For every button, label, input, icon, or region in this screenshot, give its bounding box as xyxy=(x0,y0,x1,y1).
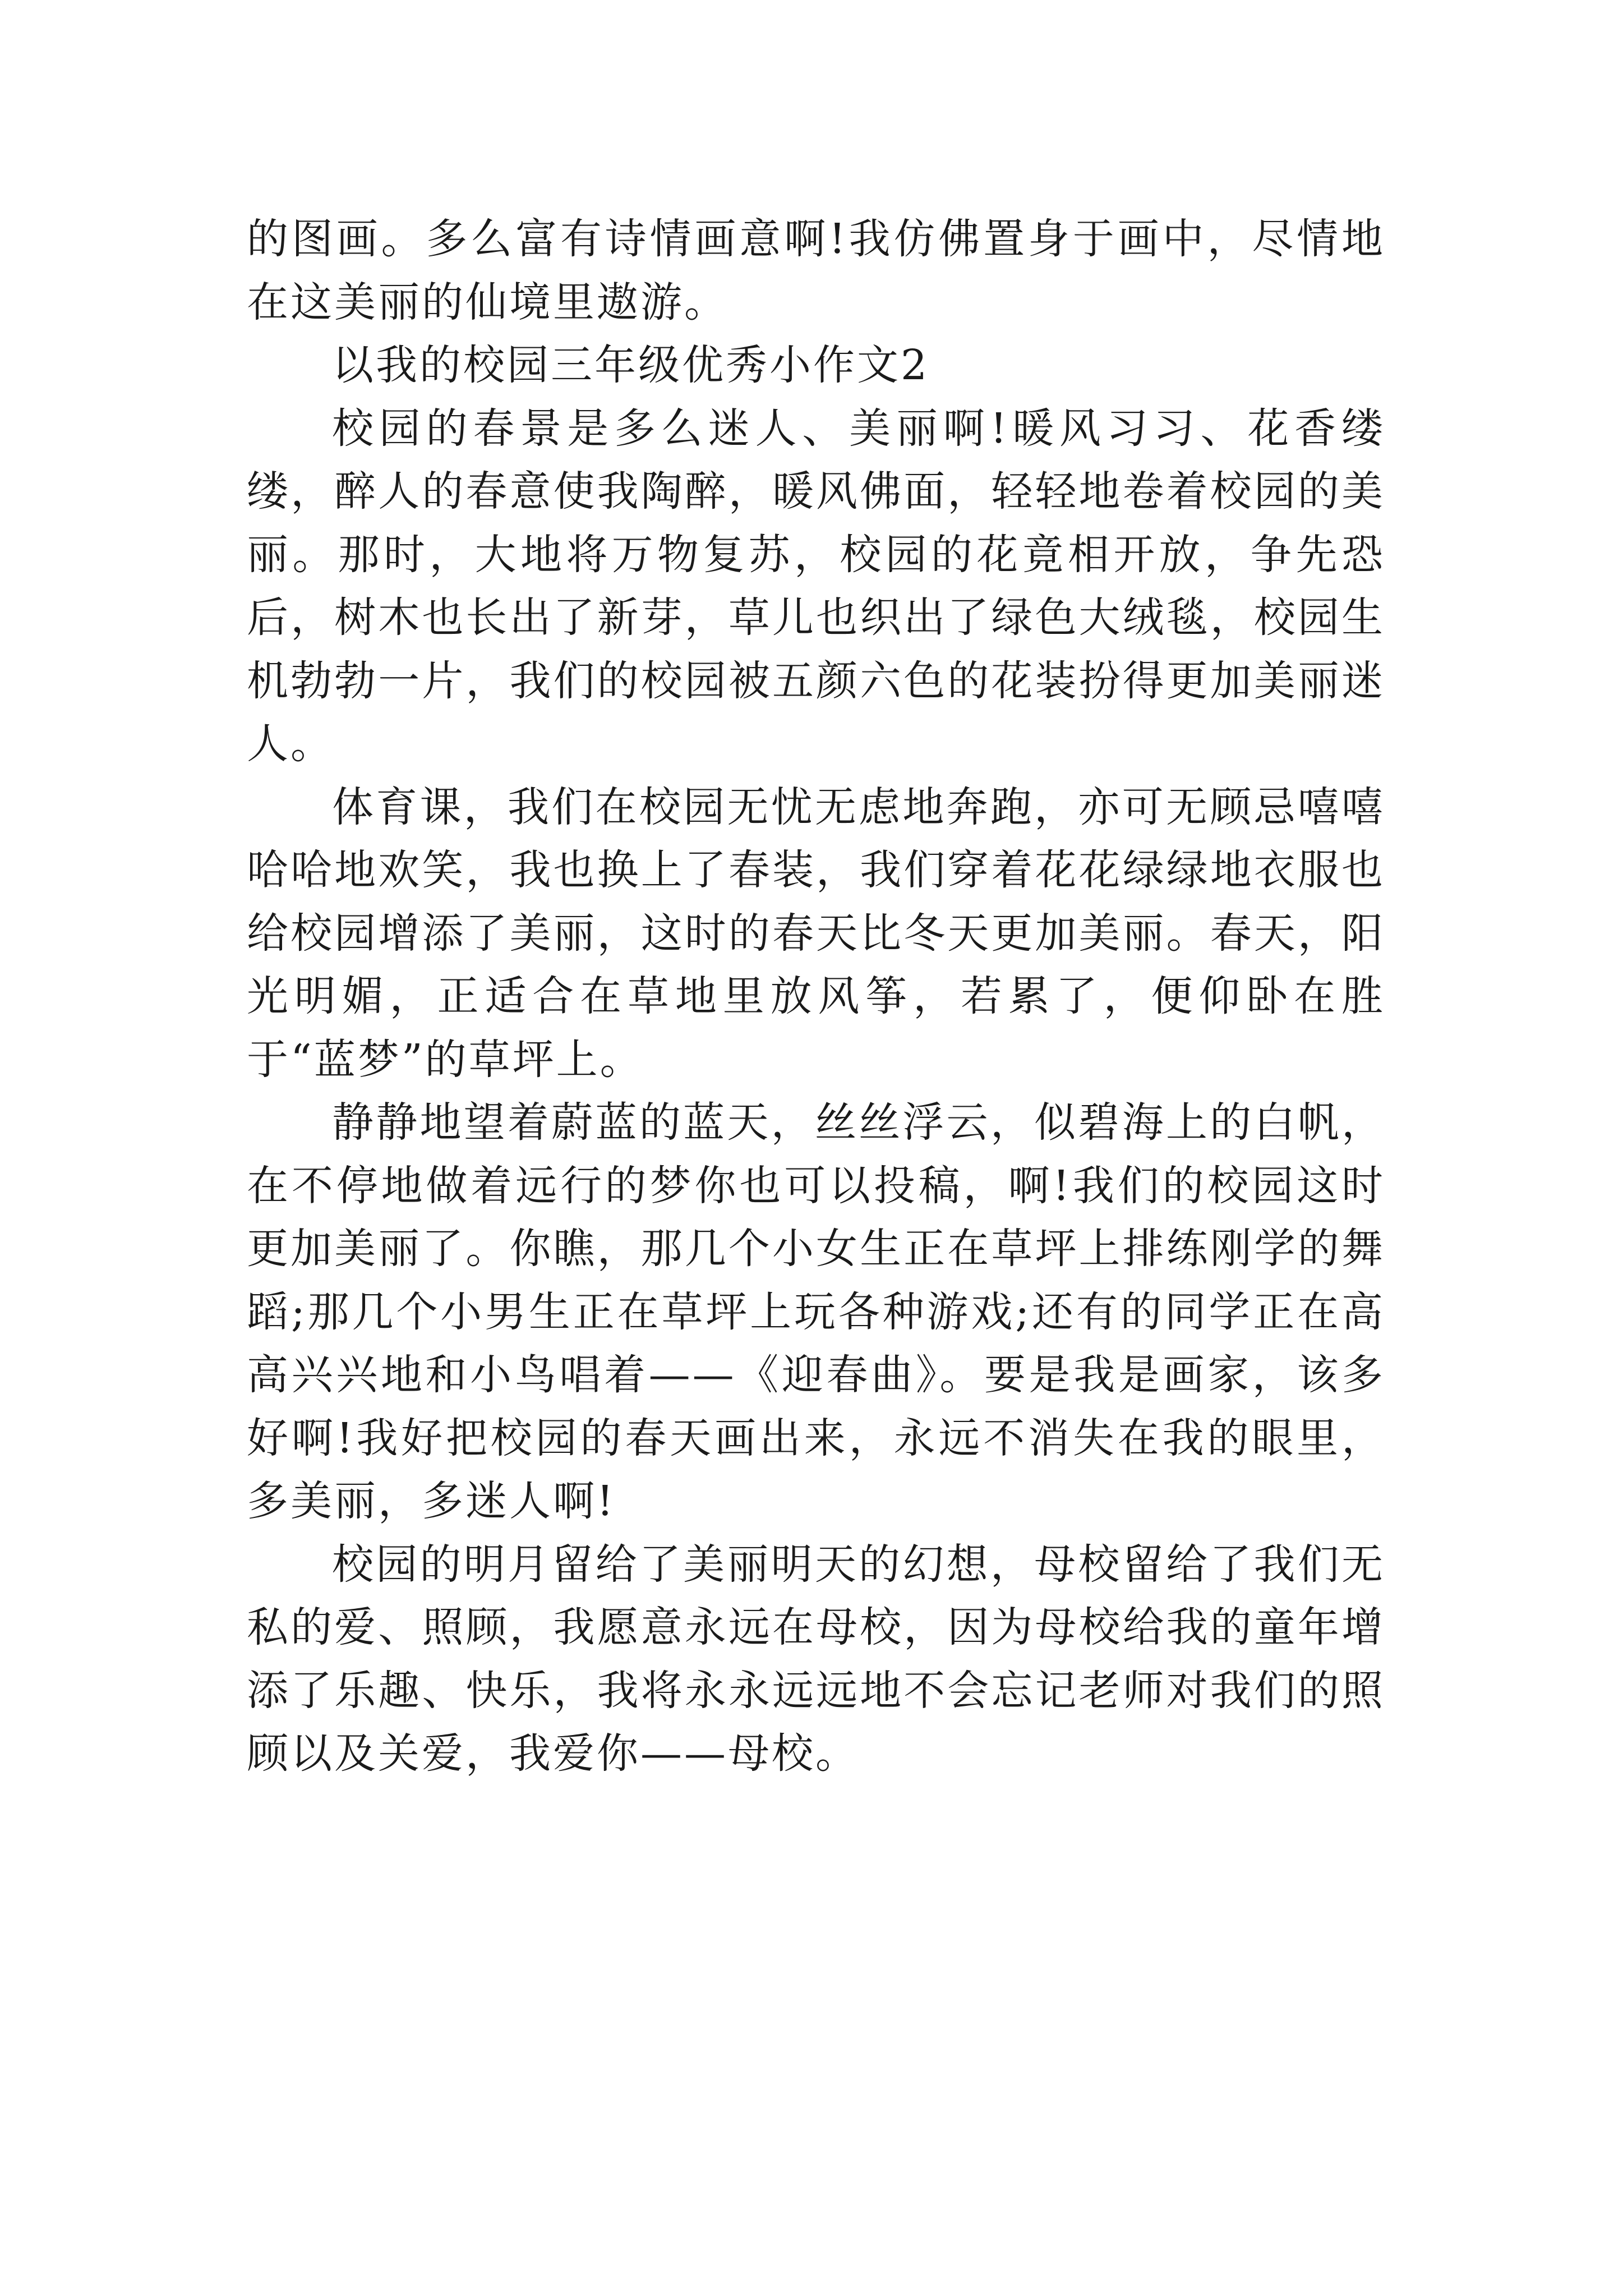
paragraph-spring-scene: 校园的春景是多么迷人、美丽啊!暖风习习、花香缕缕，醉人的春意使我陶醉，暖风佛面，轻轻地卷着校园的美丽。那时，大地将万物复苏，校园的花竟相开放，争先恐后，树木也长出了新芽，草儿也织出了绿色大绒毯，校园生机勃勃一片，我们的校园被五颜六色的花装扮得更加美丽迷人。 xyxy=(247,404,1385,768)
document-body xyxy=(247,208,1385,1786)
paragraph-pe-class: 体育课，我们在校园无忧无虑地奔跑，亦可无顾忌嘻嘻哈哈地欢笑，我也换上了春装，我们穿着花花绿绿地衣服也给校园增添了美丽，这时的春天比冬天更加美丽。春天，阳光明媚，正适合在草地里放风筝，若累了，便仰卧在胜于“蓝梦”的草坪上。 xyxy=(247,783,1385,1084)
paragraph-sky: 静静地望着蔚蓝的蓝天，丝丝浮云，似碧海上的白帆，在不停地做着远行的梦你也可以投稿，啊!我们的校园这时更加美丽了。你瞧，那几个小女生正在草坪上排练刚学的舞蹈;那几个小男生正在草坪上玩各种游戏;还有的同学正在高高兴兴地和小鸟唱着——《迎春曲》。要是我是画家，该多好啊!我好把校园的春天画出来，永远不消失在我的眼里，多美丽，多迷人啊! xyxy=(247,1098,1385,1525)
paragraph-continuation: 的图画。多么富有诗情画意啊!我仿佛置身于画中，尽情地在这美丽的仙境里遨游。 xyxy=(247,215,1385,326)
essay-title: 以我的校园三年级优秀小作文2 xyxy=(332,341,930,389)
paragraph-conclusion: 校园的明月留给了美丽明天的幻想，母校留给了我们无私的爱、照顾，我愿意永远在母校，因为母校给我的童年增添了乐趣、快乐，我将永永远远地不会忘记老师对我们的照顾以及关爱，我爱你——母校。 xyxy=(247,1540,1385,1778)
